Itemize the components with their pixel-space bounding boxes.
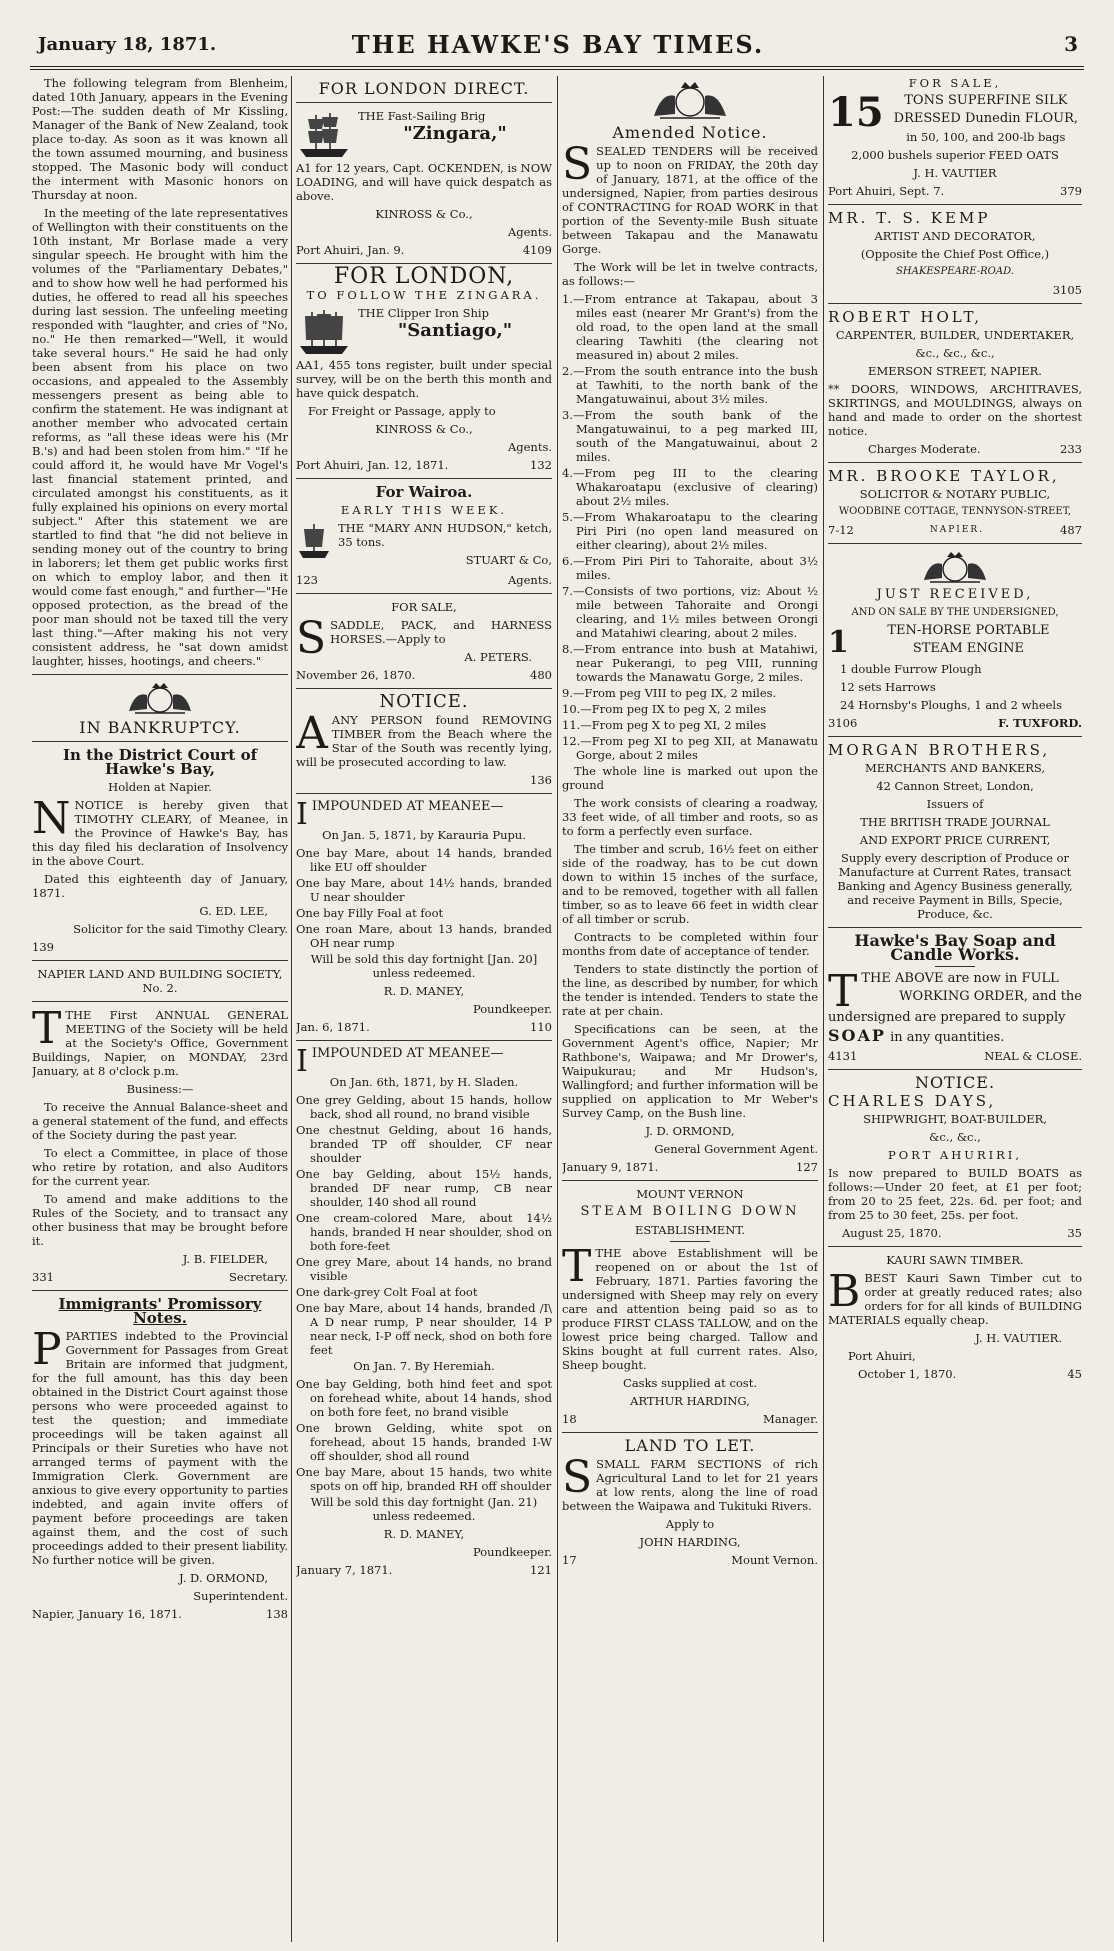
building-body: TTHE First ANNUAL GENERAL MEETING of the Society will be held at the Society's Office, Government Buildings, Napier, on MONDAY, 23rd January, at 8 o'clock p.m. — [32, 1003, 288, 1078]
soap-num: 4131 — [828, 1049, 858, 1063]
vernon-heading3: ESTABLISHMENT. — [634, 1223, 746, 1237]
immigrants-heading: Immigrants' Promissory Notes. — [58, 1295, 262, 1327]
morgan-journal: THE BRITISH TRADE JOURNAL — [860, 815, 1050, 829]
divider — [32, 1290, 288, 1291]
impounded2-line: One dark-grey Colt Foal at foot — [296, 1285, 478, 1299]
divider — [32, 1001, 288, 1002]
immigrants-text: PARTIES indebted to the Provincial Government for Passages from Great Britain are informed that judgment, for the full amount, has this day been obtained in the District Court against those persons who were proceeded against to test the question; and immediate proceedings will be taken against all Principals or their Sureties who have not arranged terms of payment with the Immigration Clerk. Government are anxious to give every opportunity to parties indebted, and again invite offers of payment before proceedings are taken against them, and the cost of such proceedings added to their present liability. No further notice will be given. — [32, 1329, 288, 1567]
bankruptcy-dated: Dated this eighteenth day of January, 1871. — [32, 872, 288, 900]
newspaper-title: THE HAWKE'S BAY TIMES. — [351, 30, 765, 59]
taylor-name: MR. BROOKE TAYLOR, — [828, 467, 1060, 485]
holden-line: Holden at Napier. — [108, 780, 212, 794]
amended-para: Contracts to be completed within four months from date of acceptance of tender. — [562, 930, 818, 958]
saddle-signer: A. PETERS. — [464, 650, 532, 664]
kemp-road: SHAKESPEARE-ROAD. — [896, 266, 1014, 277]
days-etc: &c., &c., — [929, 1130, 981, 1144]
silk-date: Port Ahuiri, Sept. 7. — [828, 184, 945, 198]
received-heading: JUST RECEIVED, — [876, 587, 1034, 602]
column-2 — [296, 76, 552, 1942]
amended-para: The whole line is marked out upon the ground — [562, 764, 818, 792]
impounded1-num: 110 — [530, 1020, 552, 1034]
impounded2-line: One grey Gelding, about 15 hands, hollow back, shod all round, no brand visible — [296, 1093, 552, 1121]
wairoa-footer — [296, 573, 552, 587]
saddle-text: SADDLE, PACK, and HARNESS HORSES.—Apply to — [330, 618, 552, 646]
land-signer: JOHN HARDING, — [639, 1535, 741, 1549]
london2-lead: THE Clipper Iron Ship — [358, 306, 489, 320]
holt-etc: &c., &c., &c., — [915, 346, 995, 360]
received-item: 12 sets Harrows — [840, 680, 936, 694]
impounded2-footer — [296, 1563, 552, 1577]
contract-item: 8.—From entrance into bush at Matahiwi, near Pukerangi, to peg VIII, running towards the Manawatu Gorge, 2 miles. — [562, 642, 818, 684]
impounded1-line: On Jan. 5, 1871, by Karauria Pupu. — [322, 828, 526, 842]
divider — [828, 1246, 1082, 1247]
impounded2-heading: IIMPOUNDED AT MEANEE— — [296, 1044, 504, 1079]
wairoa-agent: STUART & Co, — [465, 553, 552, 567]
wairoa-heading: For Wairoa. — [375, 483, 473, 501]
london2-sub: TO FOLLOW THE ZINGARA. — [306, 288, 542, 302]
holt-charges: Charges Moderate. — [868, 442, 981, 456]
impounded2-line: One chestnut Gelding, about 16 hands, branded TP off shoulder, CF near shoulder — [296, 1123, 552, 1165]
impounded2-date: January 7, 1871. — [296, 1563, 393, 1577]
london2-agents: KINROSS & Co., — [375, 422, 473, 436]
vernon-body: TTHE above Establishment will be reopened on or about the 1st of February, 1871. Parties favoring the undersigned with Sheep may rely on every care and attention being paid so as to produce FIRST CLASS TALLOW, and on the lowest price being charged. Tallow and Skins bought at full current rates. Also, Sheep bought. — [562, 1241, 818, 1372]
london-agents-role: Agents. — [507, 225, 552, 239]
amended-role: General Government Agent. — [654, 1142, 818, 1156]
taylor-addr: WOODBINE COTTAGE, TENNYSON-STREET, — [838, 506, 1072, 517]
received-item: 1 double Furrow Plough — [840, 662, 982, 676]
impounded2-line: One cream-colored Mare, about 14½ hands, branded H near shoulder, shod on both fore-feet — [296, 1211, 552, 1253]
silk-line4: 2,000 bushels superior FEED OATS — [851, 148, 1059, 162]
amended-date: January 9, 1871. — [562, 1160, 659, 1174]
amended-signer: J. D. ORMOND, — [645, 1124, 735, 1138]
vernon-heading2: STEAM BOILING DOWN — [580, 1204, 800, 1219]
impounded2-line: One bay Gelding, about 15½ hands, branded DF near rump, ⊂B near shoulder, 140 shod all round — [296, 1167, 552, 1209]
kauri-signer: J. H. VAUTIER. — [975, 1331, 1062, 1345]
received-num: 3106 — [828, 716, 858, 730]
contract-item: 6.—From Piri Piri to Tahoraite, about 3½ miles. — [562, 554, 818, 582]
london2-agents-role: Agents. — [507, 440, 552, 454]
silk-quantity: 15 — [828, 89, 884, 136]
contract-item: 4.—From peg III to the clearing Whakaroatapu (exclusive of clearing) about 2½ miles. — [562, 466, 818, 508]
building-signer: J. B. FIELDER, — [182, 1252, 268, 1266]
divider — [32, 960, 288, 961]
silk-signer: J. H. VAUTIER — [913, 166, 997, 180]
land-body: SSMALL FARM SECTIONS of rich Agricultural Land to let for 21 years at low rents, along the line of road between the Waipawa and Tukituki Rivers. — [562, 1452, 818, 1513]
amended-footer — [562, 1160, 818, 1174]
column-3 — [562, 76, 818, 1942]
holt-role: CARPENTER, BUILDER, UNDERTAKER, — [835, 328, 1075, 342]
impounded2-signer: R. D. MANEY, — [383, 1527, 465, 1541]
london-agents: KINROSS & Co., — [375, 207, 473, 221]
soap-signer: NEAL & CLOSE. — [984, 1049, 1082, 1063]
divider — [828, 927, 1082, 928]
soap-heading: Hawke's Bay Soap and Candle Works. — [854, 931, 1056, 964]
divider — [828, 1069, 1082, 1070]
soap-body2: WORKING ORDER, and the — [899, 989, 1082, 1004]
kemp-name: MR. T. S. KEMP — [828, 209, 991, 227]
london2-footer — [296, 458, 552, 472]
divider — [296, 478, 552, 479]
divider — [296, 688, 552, 689]
vernon-signer: ARTHUR HARDING, — [630, 1394, 750, 1408]
building-num: 331 — [32, 1270, 54, 1284]
impounded1-sold: Will be sold this day fortnight [Jan. 20] unless redeemed. — [310, 952, 538, 980]
impounded1-date: Jan. 6, 1871. — [296, 1020, 370, 1034]
saddle-date: November 26, 1870. — [296, 668, 416, 682]
soap-footer — [828, 1049, 1082, 1063]
soap-word: SOAP — [828, 1026, 886, 1045]
holt-footer — [828, 442, 1082, 456]
land-apply: Apply to — [665, 1517, 715, 1531]
morgan-name: MORGAN BROTHERS, — [828, 741, 1051, 759]
contract-item: 9.—From peg VIII to peg IX, 2 miles. — [562, 686, 777, 700]
vernon-text: THE above Establishment will be reopened on or about the 1st of February, 1871. Parties favoring the undersigned with Sheep may rely on every care and attention being paid so as to produce FIRST CLASS TALLOW, and on the lowest price being charged. Tallow and Skins bought at full current rates. Also, Sheep bought. — [562, 1246, 818, 1372]
impounded1-line: One bay Mare, about 14½ hands, branded U near shoulder — [296, 876, 552, 904]
column-divider — [557, 76, 558, 1942]
court-heading: In the District Court of Hawke's Bay, — [62, 746, 258, 778]
impounded1-signer: R. D. MANEY, — [383, 984, 465, 998]
land-footer — [562, 1553, 818, 1567]
kauri-text: BEST Kauri Sawn Timber cut to order at greatly reduced rates; also orders for for all kinds of BUILDING MATERIALS equally cheap. — [828, 1271, 1082, 1327]
divider — [32, 741, 288, 742]
masthead-rule — [30, 66, 1084, 70]
bankruptcy-heading: IN BANKRUPTCY. — [79, 718, 241, 737]
impounded2-line: One bay Gelding, both hind feet and spot on forehead white, about 14 hands, shod on both fore feet, no brand visible — [296, 1377, 552, 1419]
silk-line1: TONS SUPERFINE SILK — [904, 93, 1068, 108]
kauri-footer1: Port Ahuiri, — [848, 1349, 916, 1363]
impounded1-title: IMPOUNDED AT MEANEE— — [311, 799, 504, 814]
saddle-body: SSADDLE, PACK, and HARNESS HORSES.—Apply to — [296, 613, 552, 664]
kauri-num: 45 — [1067, 1367, 1082, 1381]
taylor-town: NAPIER. — [929, 525, 985, 535]
saddle-footer — [296, 668, 552, 682]
contract-item: 2.—From the south entrance into the bush at Tawhiti, to the north bank of the Mangatuwainui, about 3½ miles. — [562, 364, 818, 406]
wairoa-role: Agents. — [507, 573, 552, 587]
kemp-addr: (Opposite the Chief Post Office,) — [860, 247, 1050, 261]
bankruptcy-signer: G. ED. LEE, — [199, 904, 268, 918]
notice-num: 136 — [530, 773, 552, 787]
engine-quantity: 1 — [828, 625, 849, 660]
notice-heading: NOTICE. — [379, 691, 469, 712]
divider — [562, 1180, 818, 1181]
silk-footer — [828, 184, 1082, 198]
contract-item: 3.—From the south bank of the Mangatuwainui, to a peg marked III, south of the Mangatuwainui, about 2 miles. — [562, 408, 818, 464]
holt-body: ** DOORS, WINDOWS, ARCHITRAVES, SKIRTINGS, and MOULDINGS, always on hand and made to order on the shortest notice. — [828, 382, 1082, 438]
london-footer — [296, 243, 552, 257]
london-body: A1 for 12 years, Capt. OCKENDEN, is NOW LOADING, and will have quick despatch as above. — [296, 161, 552, 203]
soap-text4: in any quantities. — [890, 1030, 1005, 1045]
taylor-footer — [828, 523, 1082, 537]
impounded2-line: One brown Gelding, white spot on forehead, about 15 hands, branded I-W off shoulder, shod all round — [296, 1421, 552, 1463]
contract-item: 12.—From peg XI to peg XII, at Manawatu Gorge, about 2 miles — [562, 734, 818, 762]
divider — [296, 793, 552, 794]
soap-body3: undersigned are prepared to supply — [828, 1010, 1066, 1025]
kauri-date: October 1, 1870. — [858, 1367, 957, 1381]
notice-text: ANY PERSON found REMOVING TIMBER from the Beach where the Star of the South was recently lying, will be prosecuted according to law. — [296, 713, 552, 769]
divider — [562, 1432, 818, 1433]
amended-para: The work consists of clearing a roadway, 33 feet wide, of all timber and roots, so as to form a perfectly even surface. — [562, 796, 818, 838]
impounded2-line: On Jan. 6th, 1871, by H. Sladen. — [329, 1075, 519, 1089]
land-num: 17 — [562, 1553, 577, 1567]
morgan-addr: 42 Cannon Street, London, — [876, 779, 1034, 793]
silk-heading: FOR SALE, — [908, 76, 1002, 90]
impounded2-sold: Will be sold this day fortnight (Jan. 21) unless redeemed. — [310, 1495, 538, 1523]
immigrants-body: PPARTIES indebted to the Provincial Government for Passages from Great Britain are informed that judgment, for the full amount, has this day been obtained in the District Court against those persons who were proceeded against to test the question; and immediate proceedings will be taken against all Principals or their Sureties who have not arranged terms of payment with the Immigration Clerk. Government are anxious to give every opportunity to parties indebted, and again invite offers of payment before proceedings are taken against them, and the cost of such proceedings added to their present liability. No further notice will be given. — [32, 1324, 288, 1567]
land-role: Mount Vernon. — [731, 1553, 818, 1567]
kauri-body: BBEST Kauri Sawn Timber cut to order at greatly reduced rates; also orders for for all kinds of BUILDING MATERIALS equally cheap. — [828, 1266, 1082, 1327]
royal-crest-icon — [920, 550, 990, 584]
soap-text1: THE ABOVE are now in FULL — [861, 971, 1059, 986]
telegram-paragraph: The following telegram from Blenheim, dated 10th January, appears in the Evening Post:—The sudden death of Mr Kissling, Manager of the Bank of New Zealand, took place to-day. As soon as it was known all the town assumed mourning, and business stopped. The Masonic body will conduct the interment with Masonic honors on Thursday at noon. — [32, 76, 288, 202]
contract-item: 5.—From Whakaroatapu to the clearing Piri Piri (no open land measured on either clearing), about 2½ miles. — [562, 510, 818, 552]
column-divider — [291, 76, 292, 1942]
sailing-ship-icon — [296, 306, 352, 358]
issue-date: January 18, 1871. — [38, 34, 217, 55]
building-role: Secretary. — [228, 1270, 288, 1284]
soap-body1: TTHE ABOVE are now in FULL — [828, 966, 1059, 1017]
impounded2-line: One grey Mare, about 14 hands, no brand visible — [296, 1255, 552, 1283]
saddle-num: 480 — [530, 668, 552, 682]
impounded1-role: Poundkeeper. — [472, 1002, 552, 1016]
land-heading: LAND TO LET. — [624, 1436, 756, 1455]
morgan-role: MERCHANTS AND BANKERS, — [864, 761, 1046, 775]
immigrants-num: 138 — [266, 1607, 288, 1621]
saddle-heading: FOR SALE, — [391, 600, 457, 614]
divider — [296, 102, 552, 103]
page-number: 3 — [1064, 32, 1078, 56]
bankruptcy-num: 139 — [32, 940, 54, 954]
vernon-heading1: MOUNT VERNON — [636, 1187, 744, 1201]
vernon-role: Manager. — [763, 1412, 818, 1426]
vernon-footer — [562, 1412, 818, 1426]
amended-para: Tenders to state distinctly the portion of the line, as described by number, for which the tender is intended. Tenders to state the rate at per chain. — [562, 962, 818, 1018]
taylor-ref: 7-12 — [828, 523, 854, 537]
business-label: Business:— — [126, 1082, 194, 1096]
impounded1-heading: IIMPOUNDED AT MEANEE— — [296, 797, 504, 832]
divider — [828, 543, 1082, 544]
soap-body4 — [828, 1026, 1082, 1045]
contract-item: 11.—From peg X to peg XI, 2 miles — [562, 718, 767, 732]
impounded2-line: One bay Mare, about 14 hands, branded /I\ A D near rump, P near shoulder, 14 P near neck, I-P off neck, shod on both fore feet — [296, 1301, 552, 1357]
contract-item: 10.—From peg IX to peg X, 2 miles — [562, 702, 767, 716]
days-body: Is now prepared to BUILD BOATS as follows:—Under 20 feet, at £1 per foot; from 20 to 25 feet, 22s. 6d. per foot; and from 25 to 30 feet, 25s. per foot. — [828, 1166, 1082, 1222]
london-lead: THE Fast-Sailing Brig — [358, 109, 486, 123]
notice-body: AANY PERSON found REMOVING TIMBER from the Beach where the Star of the South was recently lying, will be prosecuted according to law. — [296, 708, 552, 769]
received-sub: AND ON SALE BY THE UNDERSIGNED, — [851, 607, 1059, 618]
kauri-footer — [828, 1367, 1082, 1381]
building-item: To elect a Committee, in place of those who retire by rotation, and also Auditors for the current year. — [32, 1146, 288, 1188]
silk-line2: DRESSED Dunedin FLOUR, — [893, 111, 1079, 126]
london2-ship: "Santiago," — [397, 320, 513, 341]
impounded2-line: One bay Mare, about 15 hands, two white spots on off hip, branded RH off shoulder — [296, 1465, 552, 1493]
meeting-paragraph: In the meeting of the late representatives of Wellington with their constituents on the 10th instant, Mr Borlase made a very singular speech. He brought with him the volumes of the "Parliamentary Debates," and to show how well he had performed his duties, he offered to read all his speeches during last session. The unfeeling meeting responded with "laughter, and cries of "No, no." He then remarked—"Well, it would take several hours." He said he had only been absent from his place on two occasions, and appealed to the Assembly messengers present as being able to confirm the statement. He was indignant at another member who advocated certain reforms, as "all these ideas were his (Mr B.'s) and had been stolen from him." "If he could afford it, he would have Mr Vogel's last financial statement printed, and circulated amongst his constituents, as it fully explained his opinions on every mortal subject." After this statement we are startled to find that "he did not believe in sending money out of the country to bring in laborers; let them get public works first on which to employ labor, and then it would come fast enough," and further—"He opposed protection, as the bread of the poor man should not be taxed till the very last thing."—After making his not very consistent address, he "sat down amidst laughter, hisses, hootings, and cheers." — [32, 206, 288, 668]
masthead — [38, 26, 1078, 62]
sailing-ship-icon — [296, 521, 332, 561]
received-footer — [828, 716, 1082, 730]
received-line1: TEN-HORSE PORTABLE — [887, 623, 1050, 638]
amended-heading: Amended Notice. — [612, 123, 768, 142]
immigrants-footer — [32, 1607, 288, 1621]
divider — [296, 593, 552, 594]
impounded1-footer — [296, 1020, 552, 1034]
bankruptcy-text: NOTICE is hereby given that TIMOTHY CLEARY, of Meanee, in the Province of Hawke's Bay, has this day filed his declaration of Insolvency in the above Court. — [32, 798, 288, 868]
royal-crest-icon — [650, 80, 730, 120]
taylor-role: SOLICITOR & NOTARY PUBLIC, — [859, 487, 1051, 501]
morgan-issuers: Issuers of — [926, 797, 984, 811]
immigrants-role: Superintendent. — [193, 1589, 288, 1603]
contract-item: 1.—From entrance at Takapau, about 3 miles east (nearer Mr Grant's) from the old road, to the open land at the small clearing Tawhiti (the clearing not measured in) about 2 miles. — [562, 292, 818, 362]
vernon-num: 18 — [562, 1412, 577, 1426]
impounded2-num: 121 — [530, 1563, 552, 1577]
holt-num: 233 — [1060, 442, 1082, 456]
morgan-body: Supply every description of Produce or Manufacture at Current Rates, transact Banking and Agency Business generally, and receive Payment in Bills, Specie, Produce, &c. — [837, 851, 1073, 921]
amended-num: 127 — [796, 1160, 818, 1174]
holt-addr: EMERSON STREET, NAPIER. — [868, 364, 1042, 378]
received-signer: F. TUXFORD. — [998, 716, 1082, 730]
impounded1-line: One roan Mare, about 13 hands, branded OH near rump — [296, 922, 552, 950]
sailing-ship-icon — [296, 109, 352, 161]
london2-num: 132 — [530, 458, 552, 472]
days-name: CHARLES DAYS, — [828, 1092, 997, 1110]
building-item: To amend and make additions to the Rules of the Society, and to transact any other business that may be brought before it. — [32, 1192, 288, 1248]
holt-name: ROBERT HOLT, — [828, 308, 983, 326]
amended-body: SSEALED TENDERS will be received up to noon on FRIDAY, the 20th day of January, 1871, at the office of the undersigned, Napier, from parties desirous of CONTRACTING for ROAD WORK in that portion of the Seventy-mile Bush situate between Takapau and the Manawatu Gorge. — [562, 139, 818, 256]
building-heading: NAPIER LAND AND BUILDING SOCIETY, No. 2. — [37, 967, 283, 995]
short-rule — [670, 1241, 710, 1242]
divider — [32, 674, 288, 675]
bankruptcy-role: Solicitor for the said Timothy Cleary. — [73, 922, 288, 936]
london-ship: "Zingara," — [403, 123, 507, 144]
wairoa-num: 123 — [296, 573, 318, 587]
impounded1-line: One bay Mare, about 14 hands, branded like EU off shoulder — [296, 846, 552, 874]
immigrants-signer: J. D. ORMOND, — [179, 1571, 268, 1585]
taylor-num: 487 — [1060, 523, 1082, 537]
wairoa-sub: EARLY THIS WEEK. — [340, 503, 508, 517]
short-rule — [935, 966, 975, 967]
days-footer — [828, 1226, 1082, 1240]
divider — [828, 303, 1082, 304]
morgan-price: AND EXPORT PRICE CURRENT, — [859, 833, 1051, 847]
london2-apply: For Freight or Passage, apply to — [308, 404, 496, 418]
kemp-num: 3105 — [1052, 283, 1082, 297]
london2-heading: FOR LONDON, — [333, 264, 515, 289]
kemp-role: ARTIST AND DECORATOR, — [874, 229, 1036, 243]
divider — [828, 736, 1082, 737]
impounded2-line: On Jan. 7. By Heremiah. — [353, 1359, 495, 1373]
silk-line3: in 50, 100, and 200-lb bags — [906, 130, 1066, 144]
royal-crest-icon — [125, 681, 195, 715]
received-line2: STEAM ENGINE — [912, 641, 1025, 656]
days-role: SHIPWRIGHT, BOAT-BUILDER, — [863, 1112, 1047, 1126]
column-1 — [32, 76, 288, 1942]
building-text: THE First ANNUAL GENERAL MEETING of the Society will be held at the Society's Office, Government Buildings, Napier, on MONDAY, 23rd January, at 8 o'clock p.m. — [32, 1008, 288, 1078]
days-date: August 25, 1870. — [842, 1226, 942, 1240]
amended-para: The timber and scrub, 16½ feet on either side of the roadway, has to be cut down down to within 15 inches of the surface, and to be removed, together with all fallen timber, so as to leave 66 feet in width clear of all timber or scrub. — [562, 842, 818, 926]
column-4 — [828, 76, 1082, 1942]
divider — [296, 1040, 552, 1041]
bankruptcy-body: NNOTICE is hereby given that TIMOTHY CLEARY, of Meanee, in the Province of Hawke's Bay, has this day filed his declaration of Insolvency in the above Court. — [32, 793, 288, 868]
divider — [828, 204, 1082, 205]
building-footer — [32, 1270, 288, 1284]
wairoa-body: THE "MARY ANN HUDSON," ketch, 35 tons. — [338, 521, 552, 549]
london-num: 4109 — [522, 243, 552, 257]
impounded1-line: One bay Filly Foal at foot — [296, 906, 444, 920]
amended-text: SEALED TENDERS will be received up to noon on FRIDAY, the 20th day of January, 1871, at the office of the undersigned, Napier, from parties desirous of CONTRACTING for ROAD WORK in that portion of the Seventy-mile Bush situate between Takapau and the Manawatu Gorge. — [562, 144, 818, 256]
impounded2-role: Poundkeeper. — [472, 1545, 552, 1559]
london2-body: AA1, 455 tons register, built under special survey, will be on the berth this month and have quick despatch. — [296, 358, 552, 400]
london-date: Port Ahuiri, Jan. 9. — [296, 243, 405, 257]
vernon-casks: Casks supplied at cost. — [623, 1376, 757, 1390]
contract-item: 7.—Consists of two portions, viz: About ½ mile between Tahoraite and Orongi clearing, and 1½ miles between Orongi and Matahiwi clearing, about 2 miles. — [562, 584, 818, 640]
received-item: 24 Hornsby's Ploughs, 1 and 2 wheels — [840, 698, 1063, 712]
impounded2-title: IMPOUNDED AT MEANEE— — [311, 1046, 504, 1061]
silk-ref: 379 — [1060, 184, 1082, 198]
divider — [828, 462, 1082, 463]
kauri-heading: KAURI SAWN TIMBER. — [886, 1253, 1024, 1267]
days-place: PORT AHURIRI, — [887, 1148, 1023, 1162]
days-num: 35 — [1067, 1226, 1082, 1240]
building-item: To receive the Annual Balance-sheet and a general statement of the fund, and effects of the Society during the past year. — [32, 1100, 288, 1142]
column-divider — [823, 76, 824, 1942]
london2-date: Port Ahuiri, Jan. 12, 1871. — [296, 458, 449, 472]
london-heading: FOR LONDON DIRECT. — [318, 79, 530, 98]
days-heading: NOTICE. — [914, 1073, 996, 1092]
amended-intro: The Work will be let in twelve contracts, as follows:— — [562, 260, 818, 288]
immigrants-date: Napier, January 16, 1871. — [32, 1607, 182, 1621]
amended-para: Specifications can be seen, at the Government Agent's office, Napier; Mr Rathbone's, Waipawa; and Mr Drower's, Waipukurau; and Mr Hudson's, Wallingford; and further information will be supplied on application to Mr Weber's Survey Camp, on the Bush line. — [562, 1022, 818, 1120]
land-text: SMALL FARM SECTIONS of rich Agricultural Land to let for 21 years at low rents, along the line of road between the Waipawa and Tukituki Rivers. — [562, 1457, 818, 1513]
